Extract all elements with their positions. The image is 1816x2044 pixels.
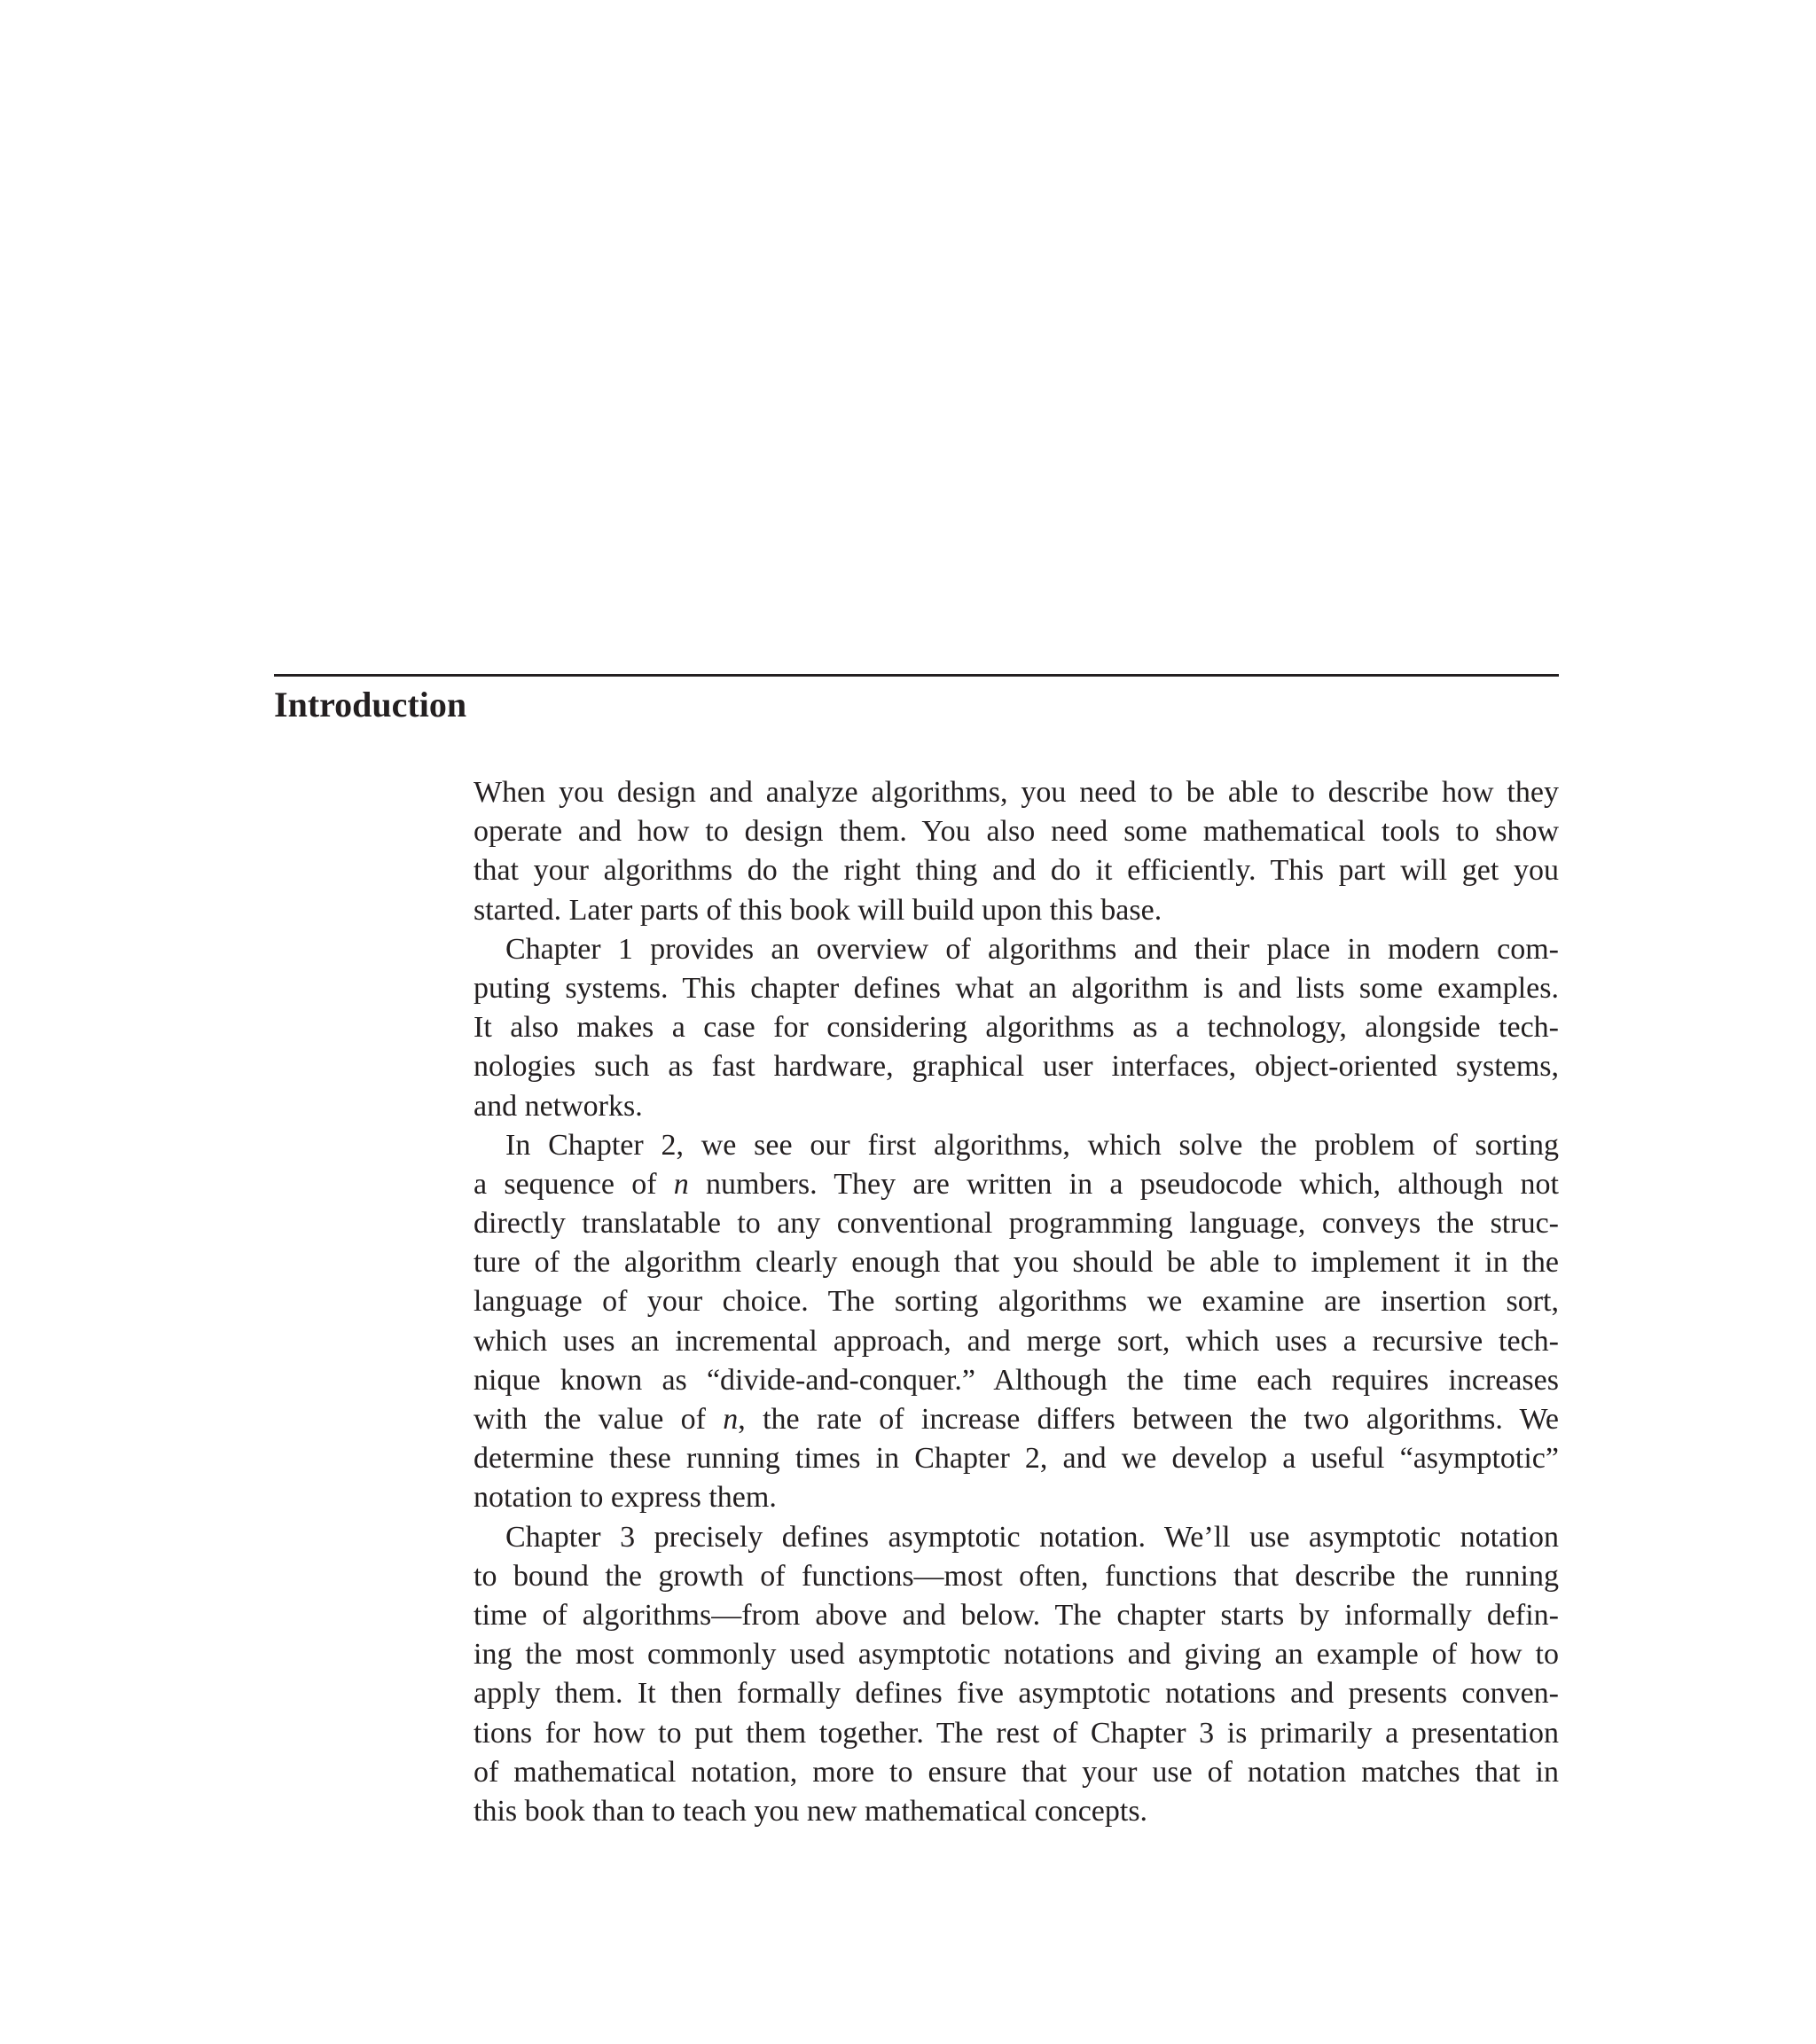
body-text — [474, 773, 1559, 1831]
text-line: tions for how to put them together. The rest of Chapter 3 is primarily a presentation — [474, 1716, 1559, 1750]
text-line: started. Later parts of this book will build upon this base. — [474, 893, 1162, 927]
paragraph — [474, 773, 1559, 930]
text-segment: a sequence of — [474, 1167, 674, 1201]
paragraph — [474, 1518, 1559, 1832]
text-line: notation to express them. — [474, 1481, 777, 1515]
text-line: and networks. — [474, 1089, 643, 1123]
text-segment: with the value of — [474, 1403, 724, 1436]
text-line: to bound the growth of functions—most often, functions that describe the running — [474, 1559, 1559, 1593]
text-segment: numbers. They are written in a pseudocode which, although not — [688, 1167, 1559, 1201]
paragraph — [474, 1126, 1559, 1518]
text-line: In Chapter 2, we see our first algorithms, which solve the problem of sorting — [505, 1128, 1559, 1162]
text-line — [474, 1165, 1559, 1204]
text-line: puting systems. This chapter defines what an algorithm is and lists some examples. — [474, 971, 1559, 1005]
text-line: time of algorithms—from above and below. The chapter starts by informally defin- — [474, 1598, 1559, 1632]
text-line: operate and how to design them. You also need some mathematical tools to show — [474, 815, 1559, 849]
text-line: which uses an incremental approach, and merge sort, which uses a recursive tech- — [474, 1324, 1559, 1358]
math-variable: n — [673, 1167, 689, 1201]
text-line: When you design and analyze algorithms, you need to be able to describe how they — [474, 776, 1559, 809]
text-line: that your algorithms do the right thing and do it efficiently. This part will get you — [474, 854, 1559, 888]
paragraph — [474, 930, 1559, 1126]
text-line: directly translatable to any conventional programming language, conveys the struc- — [474, 1207, 1559, 1241]
text-line: Chapter 3 precisely defines asymptotic notation. We’ll use asymptotic notation — [505, 1520, 1559, 1554]
text-line: of mathematical notation, more to ensure that your use of notation matches that in — [474, 1755, 1559, 1789]
text-line: ture of the algorithm clearly enough that you should be able to implement it in the — [474, 1246, 1559, 1280]
text-line: language of your choice. The sorting algorithms we examine are insertion sort, — [474, 1285, 1559, 1319]
text-segment: , the rate of increase differs between the two algorithms. We — [738, 1403, 1559, 1436]
section-rule — [274, 674, 1559, 677]
text-line — [474, 1400, 1559, 1439]
text-line: ing the most commonly used asymptotic notations and giving an example of how to — [474, 1638, 1559, 1672]
text-line: Chapter 1 provides an overview of algorithms and their place in modern com- — [505, 932, 1559, 966]
section-title: Introduction — [274, 685, 467, 724]
text-line: apply them. It then formally defines five asymptotic notations and presents conven- — [474, 1677, 1559, 1711]
text-line: this book than to teach you new mathematical concepts. — [474, 1794, 1148, 1828]
text-line: nique known as “divide-and-conquer.” Although the time each requires increases — [474, 1363, 1559, 1397]
math-variable: n — [723, 1403, 739, 1436]
text-line: nologies such as fast hardware, graphical user interfaces, object-oriented systems, — [474, 1050, 1559, 1084]
text-line: It also makes a case for considering algorithms as a technology, alongside tech- — [474, 1011, 1559, 1045]
text-line: determine these running times in Chapter 2, and we develop a useful “asymptotic” — [474, 1442, 1559, 1476]
